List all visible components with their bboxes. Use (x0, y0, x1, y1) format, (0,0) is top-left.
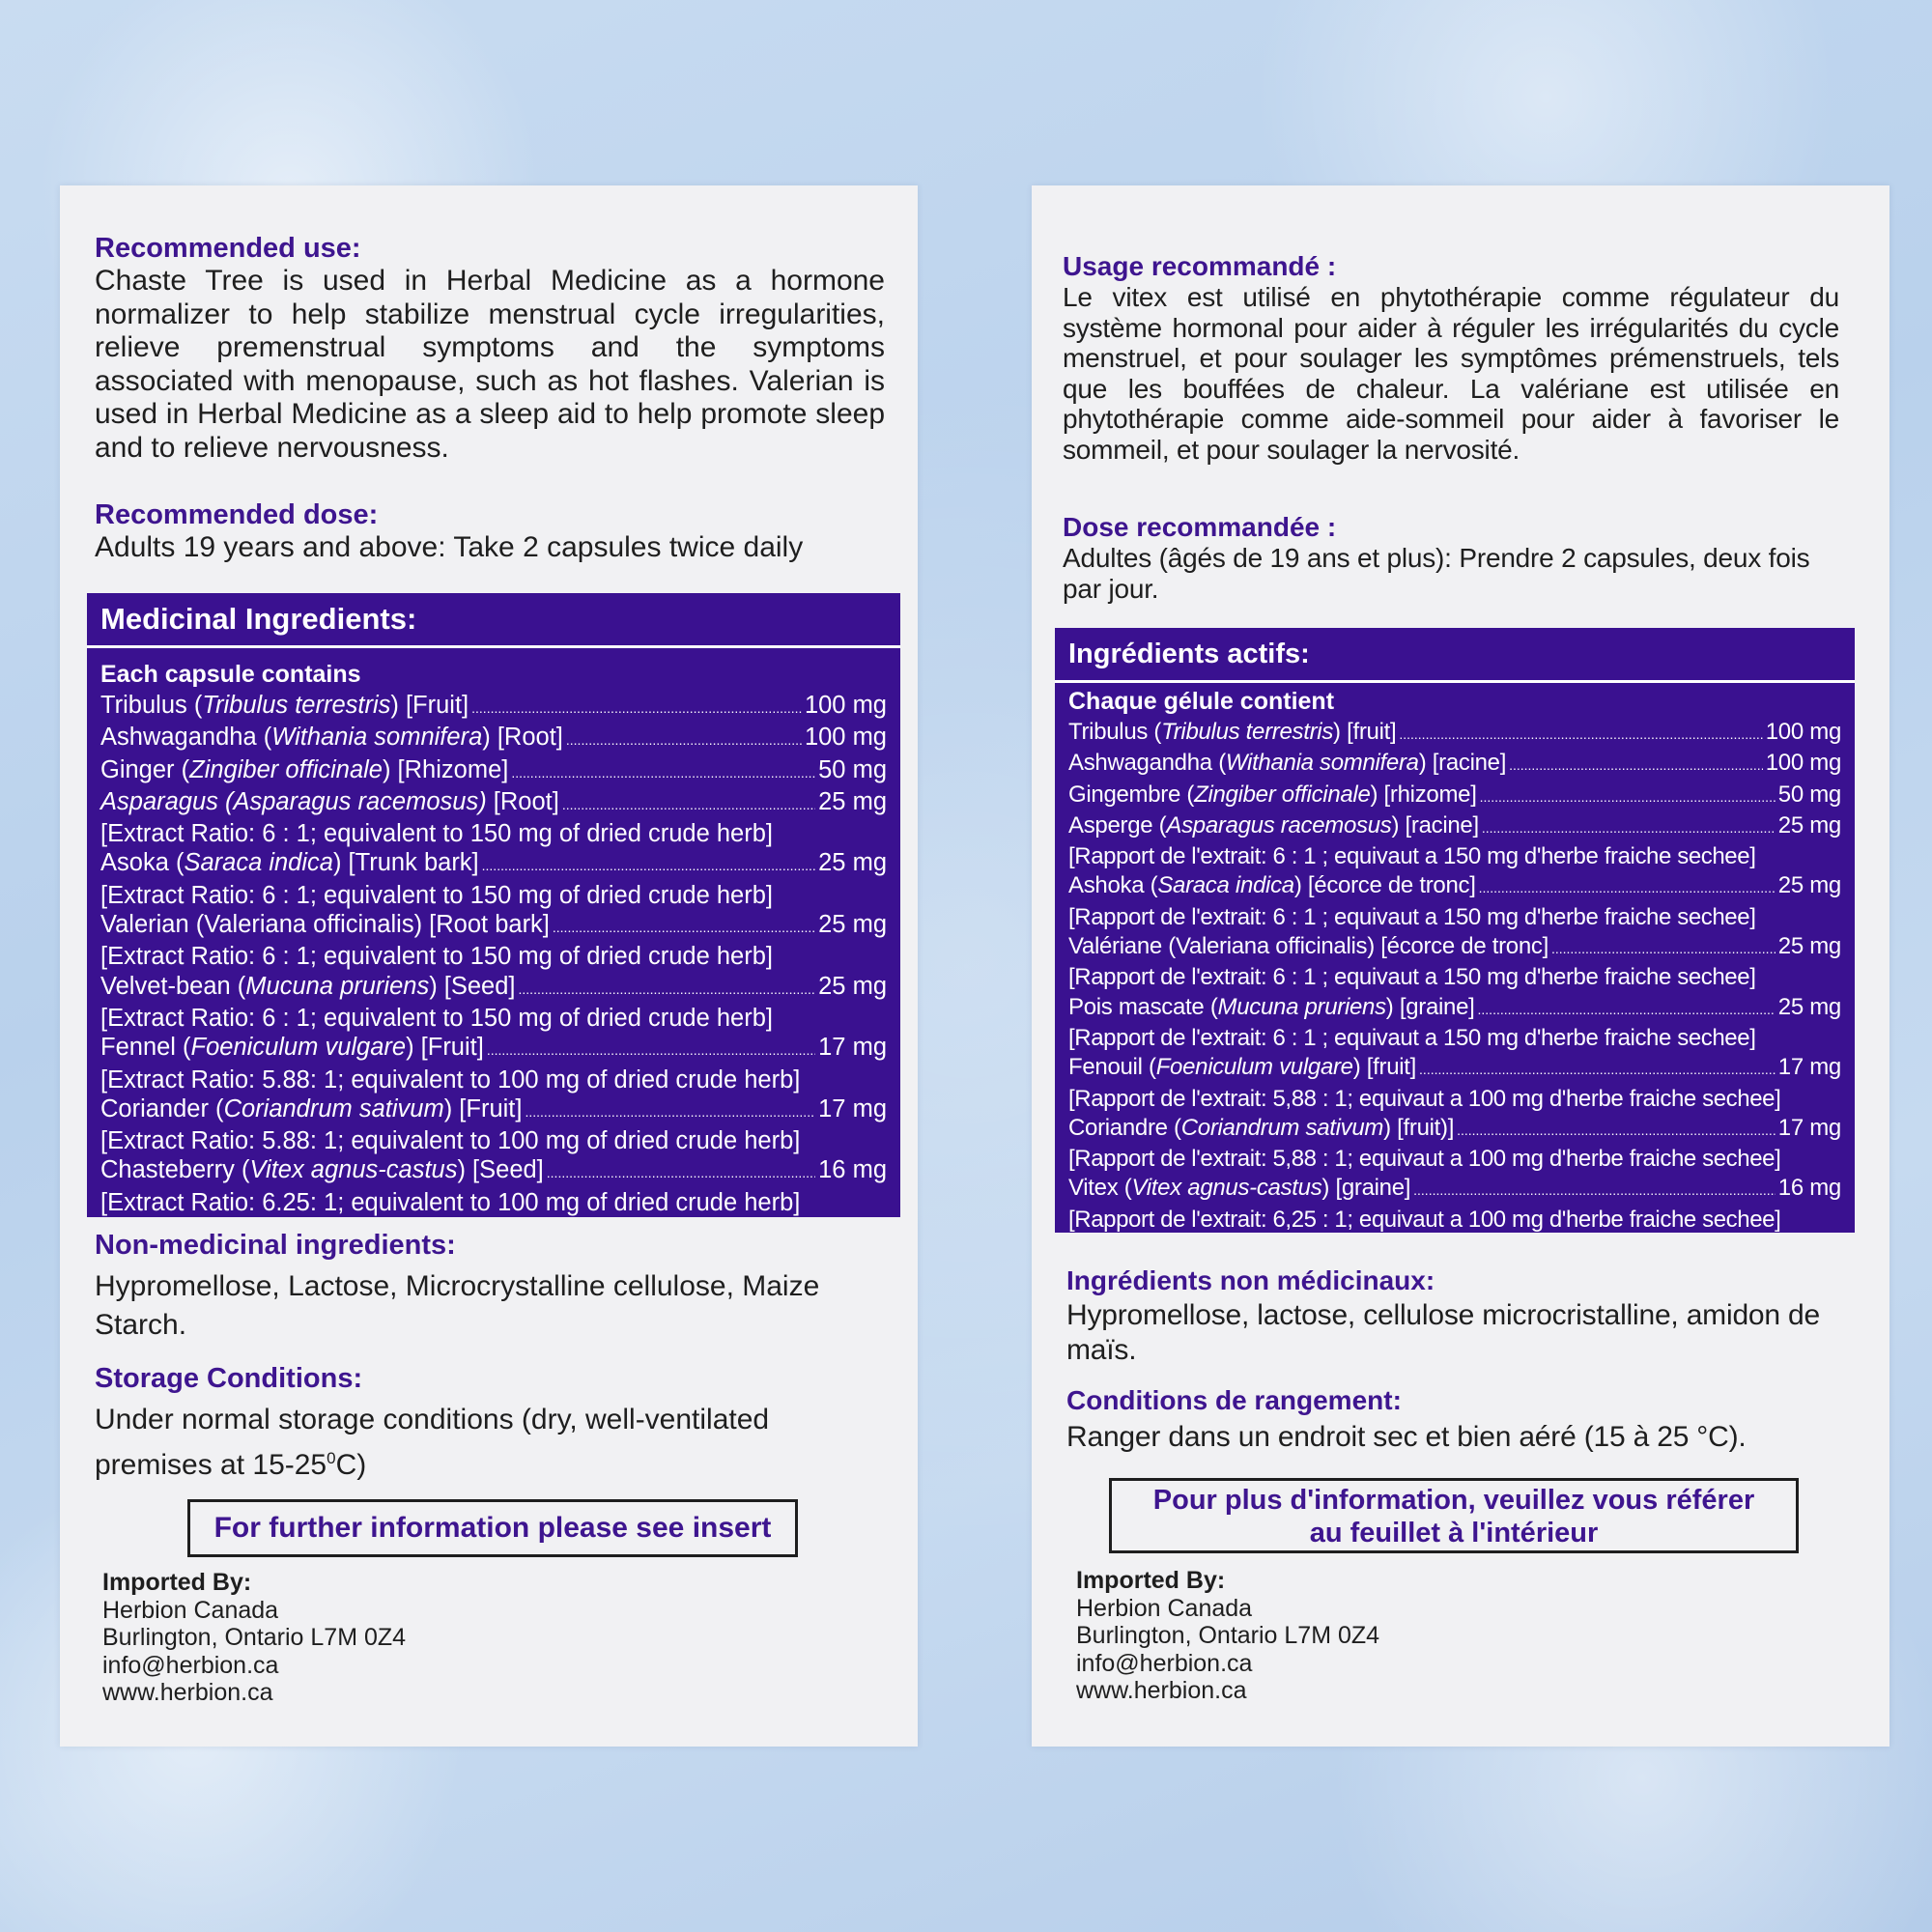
ingredient-row (100, 787, 887, 819)
ingredient-amount: 100 mg (804, 724, 887, 752)
medicinal-ingredients-box (87, 593, 900, 1217)
dose-recommandee-text: Adultes (âgés de 19 ans et plus): Prendre 2 capsules, deux fois par jour. (1063, 543, 1810, 604)
extract-ratio-line: [Extract Ratio: 6.25: 1; equivalent to 100 mg of dried crude herb] (100, 1188, 801, 1216)
usage-recommande-section (1063, 251, 1839, 465)
dot-leader (566, 723, 802, 754)
non-medicinaux-text: Hypromellose, lactose, cellulose microcristalline, amidon de maïs. (1066, 1299, 1820, 1366)
recommended-use-text: Chaste Tree is used in Herbal Medicine as a hormone normalizer to help stabilize menstrual cycle irregularities, relieve premenstrual symptoms and the symptoms associated with menopause, such as hot flashes. Valerian is used in Herbal Medicine as a sleep aid to help promote sleep and to relieve nervousness. (95, 265, 885, 464)
dot-leader (471, 691, 802, 723)
extract-ratio-line: [Extract Ratio: 5.88: 1; equivalent to 100 mg of dried crude herb] (100, 1127, 801, 1155)
ingredient-list (87, 648, 900, 1217)
ingredient-row (100, 691, 887, 723)
ingredient-amount: 100 mg (804, 692, 887, 719)
extract-ratio-line: [Extract Ratio: 6 : 1; equivalent to 150 mg of dried crude herb] (100, 943, 773, 971)
ingredient-amount: 50 mg (1777, 781, 1841, 808)
ingredient-amount: 17 mg (1777, 1054, 1841, 1081)
extract-ratio-line: [Extract Ratio: 5.88: 1; equivalent to 100 mg of dried crude herb] (100, 1065, 801, 1094)
recommended-dose-heading: Recommended dose: (95, 499, 379, 530)
ingredient-row (100, 910, 887, 942)
dot-leader (487, 1033, 815, 1065)
importer-name-fr: Herbion Canada (1076, 1594, 1253, 1622)
extract-ratio-line: [Rapport de l'extrait: 6 : 1 ; equivaut a 150 mg d'herbe fraiche sechee] (1068, 1024, 1756, 1051)
dot-leader (562, 787, 815, 819)
ingredient-row (1068, 993, 1841, 1024)
dot-leader (519, 972, 816, 1004)
non-medicinaux-heading: Ingrédients non médicinaux: (1066, 1265, 1435, 1295)
usage-recommande-heading: Usage recommandé : (1063, 251, 1337, 281)
rangement-heading: Conditions de rangement: (1066, 1385, 1402, 1415)
usage-recommande-text: Le vitex est utilisé en phytothérapie comme régulateur du système hormonal pour aider à réguler les irrégularités du cycle menstruel, et pour soulager les symptômes prémenstruels, tels que les bouffées de chaleur. La valériane est utilisée en phytothérapie comme aide-sommeil pour aider à favoriser le sommeil, et pour soulager la nervosité. (1063, 282, 1839, 465)
importer-info-fr (1076, 1567, 1379, 1705)
importer-name: Herbion Canada (102, 1596, 279, 1624)
ingredient-row (1068, 781, 1841, 811)
dot-leader (1482, 811, 1776, 842)
dot-leader (525, 1094, 815, 1126)
importer-email-fr[interactable]: info@herbion.ca (1076, 1649, 1253, 1677)
dose-recommandee-heading: Dose recommandée : (1063, 512, 1337, 542)
extract-ratio-line: [Rapport de l'extrait: 5,88 : 1; equivaut a 100 mg d'herbe fraiche sechee] (1068, 1085, 1781, 1112)
ingredient-amount: 17 mg (1777, 1114, 1841, 1141)
extract-ratio-line: [Rapport de l'extrait: 6 : 1 ; equivaut a 150 mg d'herbe fraiche sechee] (1068, 964, 1756, 991)
recommended-dose-text: Adults 19 years and above: Take 2 capsules twice daily (95, 531, 804, 563)
extract-ratio-line: [Extract Ratio: 6 : 1; equivalent to 150 mg of dried crude herb] (100, 881, 773, 909)
ingredient-row (1068, 1174, 1841, 1205)
dot-leader (553, 910, 815, 942)
non-medicinaux-section (1066, 1265, 1839, 1368)
ingredient-name: Fenouil (Foeniculum vulgare) [fruit] (1068, 1054, 1417, 1081)
dot-leader (547, 1155, 815, 1187)
dot-leader (1478, 993, 1776, 1024)
ingredient-name: Ginger (Zingiber officinale) [Rhizome] (100, 755, 509, 783)
extract-ratio-line: [Extract Ratio: 6 : 1; equivalent to 150 mg of dried crude herb] (100, 1004, 773, 1032)
storage-text: Under normal storage conditions (dry, well-ventilated premises at $15-25^0C$) (95, 1404, 770, 1481)
dot-leader (1413, 1174, 1776, 1205)
dot-leader (511, 755, 815, 787)
ingredients-actifs-title: Ingrédients actifs: (1055, 628, 1855, 683)
importer-website[interactable]: www.herbion.ca (102, 1679, 273, 1706)
ingredient-name: Valerian (Valeriana officinalis) [Root bark] (100, 911, 550, 939)
ingredient-amount: 25 mg (1777, 933, 1841, 960)
dot-leader (1480, 781, 1776, 811)
dot-leader (482, 848, 815, 880)
storage-heading: Storage Conditions: (95, 1363, 363, 1394)
ingredient-list-fr (1055, 683, 1855, 1235)
importer-website-fr[interactable]: www.herbion.ca (1076, 1677, 1247, 1704)
ingredient-amount: 100 mg (1765, 750, 1841, 777)
ingredient-amount: 16 mg (1777, 1175, 1841, 1202)
dot-leader (1419, 1053, 1776, 1084)
further-info-callout: For further information please see insert (187, 1499, 798, 1557)
each-capsule-contains: Each capsule contains (100, 661, 361, 688)
ingredient-amount: 25 mg (818, 911, 887, 939)
ingredient-row (1068, 718, 1841, 749)
recommended-use-section (95, 232, 885, 465)
dot-leader (1457, 1114, 1776, 1145)
ingredient-name: Tribulus (Tribulus terrestris) [fruit] (1068, 719, 1397, 745)
ingredient-row (1068, 1114, 1841, 1145)
dot-leader (1479, 871, 1776, 902)
non-medicinal-text: Hypromellose, Lactose, Microcrystalline cellulose, Maize Starch. (95, 1270, 820, 1341)
ingredient-amount: 25 mg (818, 972, 887, 1000)
medicinal-ingredients-title: Medicinal Ingredients: (87, 593, 900, 648)
extract-ratio-line: [Rapport de l'extrait: 5,88 : 1; equivaut a 100 mg d'herbe fraiche sechee] (1068, 1146, 1781, 1173)
importer-info (102, 1569, 406, 1707)
chaque-gelule-contient: Chaque gélule contient (1068, 688, 1335, 715)
ingredient-amount: 50 mg (818, 755, 887, 783)
rangement-section (1066, 1385, 1839, 1455)
ingredient-name: Fennel (Foeniculum vulgare) [Fruit] (100, 1034, 484, 1062)
extract-ratio-line: [Extract Ratio: 6 : 1; equivalent to 150 mg of dried crude herb] (100, 820, 773, 848)
ingredient-amount: 25 mg (818, 849, 887, 877)
recommended-use-heading: Recommended use: (95, 233, 361, 264)
ingredient-name: Gingembre (Zingiber officinale) [rhizome] (1068, 781, 1477, 808)
ingredient-row (1068, 1053, 1841, 1084)
ingredient-row (100, 972, 887, 1004)
importer-email[interactable]: info@herbion.ca (102, 1651, 279, 1679)
non-medicinal-heading: Non-medicinal ingredients: (95, 1230, 456, 1261)
extract-ratio-line: [Rapport de l'extrait: 6,25 : 1; equivaut a 100 mg d'herbe fraiche sechee] (1068, 1206, 1781, 1233)
rangement-text: Ranger dans un endroit sec et bien aéré (15 à 25 °C). (1066, 1421, 1747, 1453)
ingredient-row (100, 1094, 887, 1126)
imported-by-label-fr: Imported By: (1076, 1567, 1226, 1594)
ingredient-name: Coriander (Coriandrum sativum) [Fruit] (100, 1094, 523, 1122)
imported-by-label: Imported By: (102, 1569, 252, 1596)
importer-address: Burlington, Ontario L7M 0Z4 (102, 1624, 407, 1651)
ingredient-amount: 25 mg (1777, 993, 1841, 1020)
ingredient-name: Tribulus (Tribulus terrestris) [Fruit] (100, 692, 469, 719)
ingredient-row (1068, 871, 1841, 902)
ingredient-row (1068, 811, 1841, 842)
ingredient-amount: 25 mg (1777, 872, 1841, 899)
recommended-dose-section (95, 498, 885, 565)
dose-recommandee-section (1063, 512, 1839, 604)
ingredient-name: Valériane (Valeriana officinalis) [écorce de tronc] (1068, 933, 1548, 960)
ingredient-name: Chasteberry (Vitex agnus-castus) [Seed] (100, 1156, 544, 1184)
ingredient-row (1068, 932, 1841, 963)
ingredient-row (100, 1033, 887, 1065)
ingredient-amount: 17 mg (818, 1034, 887, 1062)
ingredients-actifs-box (1055, 628, 1855, 1233)
ingredient-row (100, 1155, 887, 1187)
ingredient-amount: 16 mg (818, 1156, 887, 1184)
ingredient-name: Coriandre (Coriandrum sativum) [fruit)] (1068, 1114, 1455, 1141)
ingredient-name: Ashwagandha (Withania somnifera) [Root] (100, 724, 563, 752)
plus-information-callout: Pour plus d'information, veuillez vous référer au feuillet à l'intérieur (1109, 1478, 1799, 1553)
ingredient-name: Ashoka (Saraca indica) [écorce de tronc] (1068, 872, 1476, 899)
french-label-panel (1032, 185, 1889, 1747)
dot-leader (1509, 749, 1763, 780)
ingredient-amount: 100 mg (1765, 719, 1841, 745)
storage-section (95, 1362, 885, 1485)
ingredient-name: Asoka (Saraca indica) [Trunk bark] (100, 849, 479, 877)
extract-ratio-line: [Rapport de l'extrait: 6 : 1 ; equivaut a 150 mg d'herbe fraiche sechee] (1068, 843, 1756, 870)
ingredient-name: Pois mascate (Mucuna pruriens) [graine] (1068, 993, 1475, 1020)
ingredient-row (100, 723, 887, 754)
ingredient-row (1068, 749, 1841, 780)
extract-ratio-line: [Rapport de l'extrait: 6 : 1 ; equivaut a 150 mg d'herbe fraiche sechee] (1068, 903, 1756, 930)
english-label-panel (60, 185, 918, 1747)
non-medicinal-section (95, 1229, 885, 1345)
ingredient-name: Asparagus (Asparagus racemosus) [Root] (100, 787, 559, 815)
ingredient-amount: 17 mg (818, 1094, 887, 1122)
ingredient-amount: 25 mg (818, 787, 887, 815)
ingredient-name: Asperge (Asparagus racemosus) [racine] (1068, 811, 1479, 838)
importer-address-fr: Burlington, Ontario L7M 0Z4 (1076, 1622, 1380, 1649)
dot-leader (1551, 932, 1776, 963)
ingredient-row (100, 848, 887, 880)
ingredient-name: Vitex (Vitex agnus-castus) [graine] (1068, 1175, 1411, 1202)
ingredient-name: Velvet-bean (Mucuna pruriens) [Seed] (100, 972, 516, 1000)
ingredient-amount: 25 mg (1777, 811, 1841, 838)
ingredient-name: Ashwagandha (Withania somnifera) [racine] (1068, 750, 1507, 777)
ingredient-row (100, 755, 887, 787)
dot-leader (1399, 718, 1762, 749)
